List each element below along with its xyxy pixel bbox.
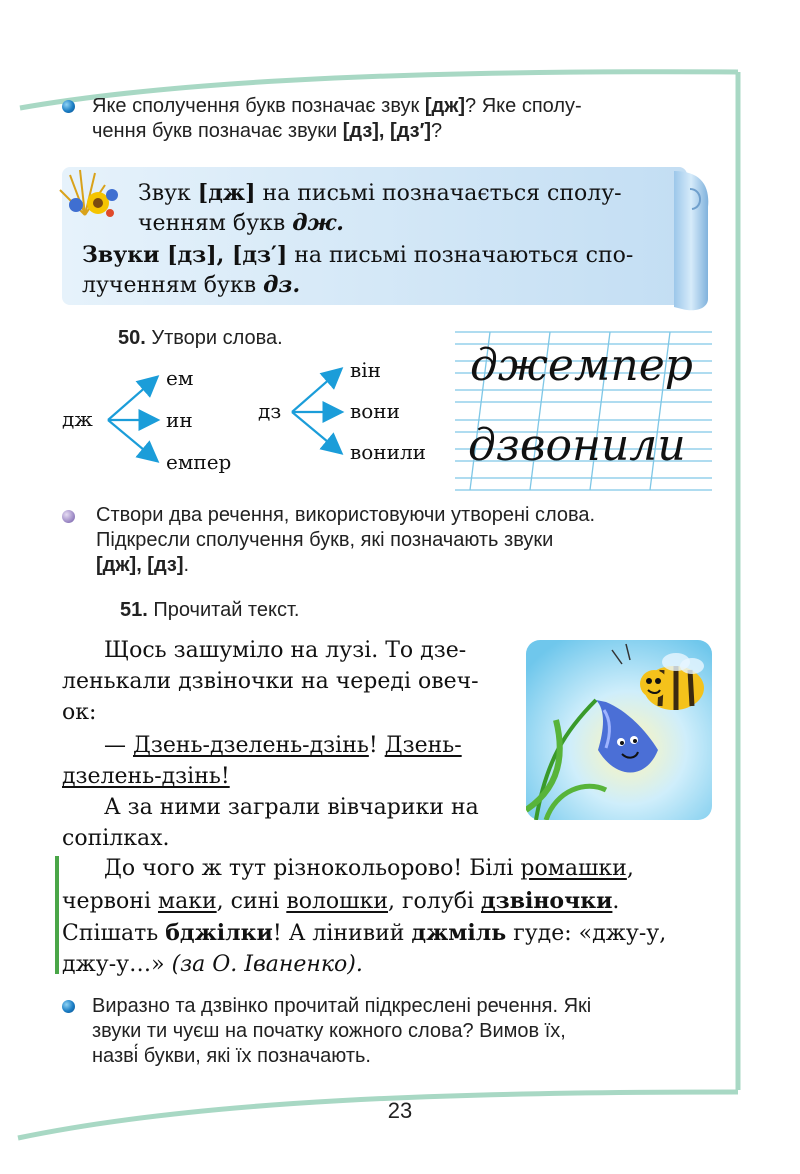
exercise-50-heading: 50. Утвори слова. [118,327,283,349]
ending-item: ин [166,408,193,432]
story-line: ленькали дзвіночки на череді овеч- [62,669,479,694]
story-line: сопілках. [62,826,170,851]
bluebell-bee-illustration [526,640,712,820]
rule-line-3: Звуки [дз], [дз′] на письмі позначаються спо- [82,242,634,268]
story-dialogue-cont: дзелень-дзінь! [62,764,230,789]
rule-line-2: ченням букв дж. [138,210,344,236]
exercise-51-heading: 51. Прочитай текст. [120,599,300,621]
ending-item: ем [166,366,194,390]
ending-item: він [350,358,381,382]
ending-item: емпер [166,450,232,474]
stem-dzh: дж [62,407,93,431]
story-colors-line: Спішать бджілки! А лінивий джміль гуде: «джу-у, [62,920,667,946]
green-bar [55,856,59,974]
bullet-icon [62,1000,75,1013]
bullet-icon [62,510,75,523]
question-1: Яке сполучення букв позначає звук [дж]? Яке сполу- чення букв позначає звуки [дз], [дз′]? [92,95,582,142]
story-dialogue: — Дзень-дзелень-дзінь! Дзень- [104,733,462,758]
story-line: Щось зашуміло на лузі. То дзе- [104,638,467,663]
story-colors-line: джу-у…» (за О. Іваненко). [62,952,363,977]
handwritten-word: джемпер [470,340,693,391]
rule-line-4: лученням букв дз. [82,272,301,298]
rule-line-1: Звук [дж] на письмі позначається сполу- [138,180,622,206]
question-2: Створи два речення, використовуючи утворені слова. Підкресли сполучення букв, які позначають звуки [дж], [дз]. [96,504,596,576]
story-colors-line: червоні маки, сині волошки, голубі дзвіночки. [62,888,620,914]
question-3: Виразно та дзвінко прочитай підкреслені речення. Які звуки ти чуєш на початку кожного слова? Вимов їх, назві́ букви, які їх позначають. [92,995,592,1067]
page-number: 23 [387,1098,413,1123]
story-line: А за ними заграли вівчарики на [104,795,479,820]
handwritten-word: дзвонили [468,420,686,471]
ending-item: вони [350,399,400,423]
story-colors-line: До чого ж тут різнокольорово! Білі ромашки, [104,856,634,881]
stem-dz: дз [258,399,282,423]
story-line: ок: [62,700,97,725]
ending-item: вонили [350,440,426,464]
